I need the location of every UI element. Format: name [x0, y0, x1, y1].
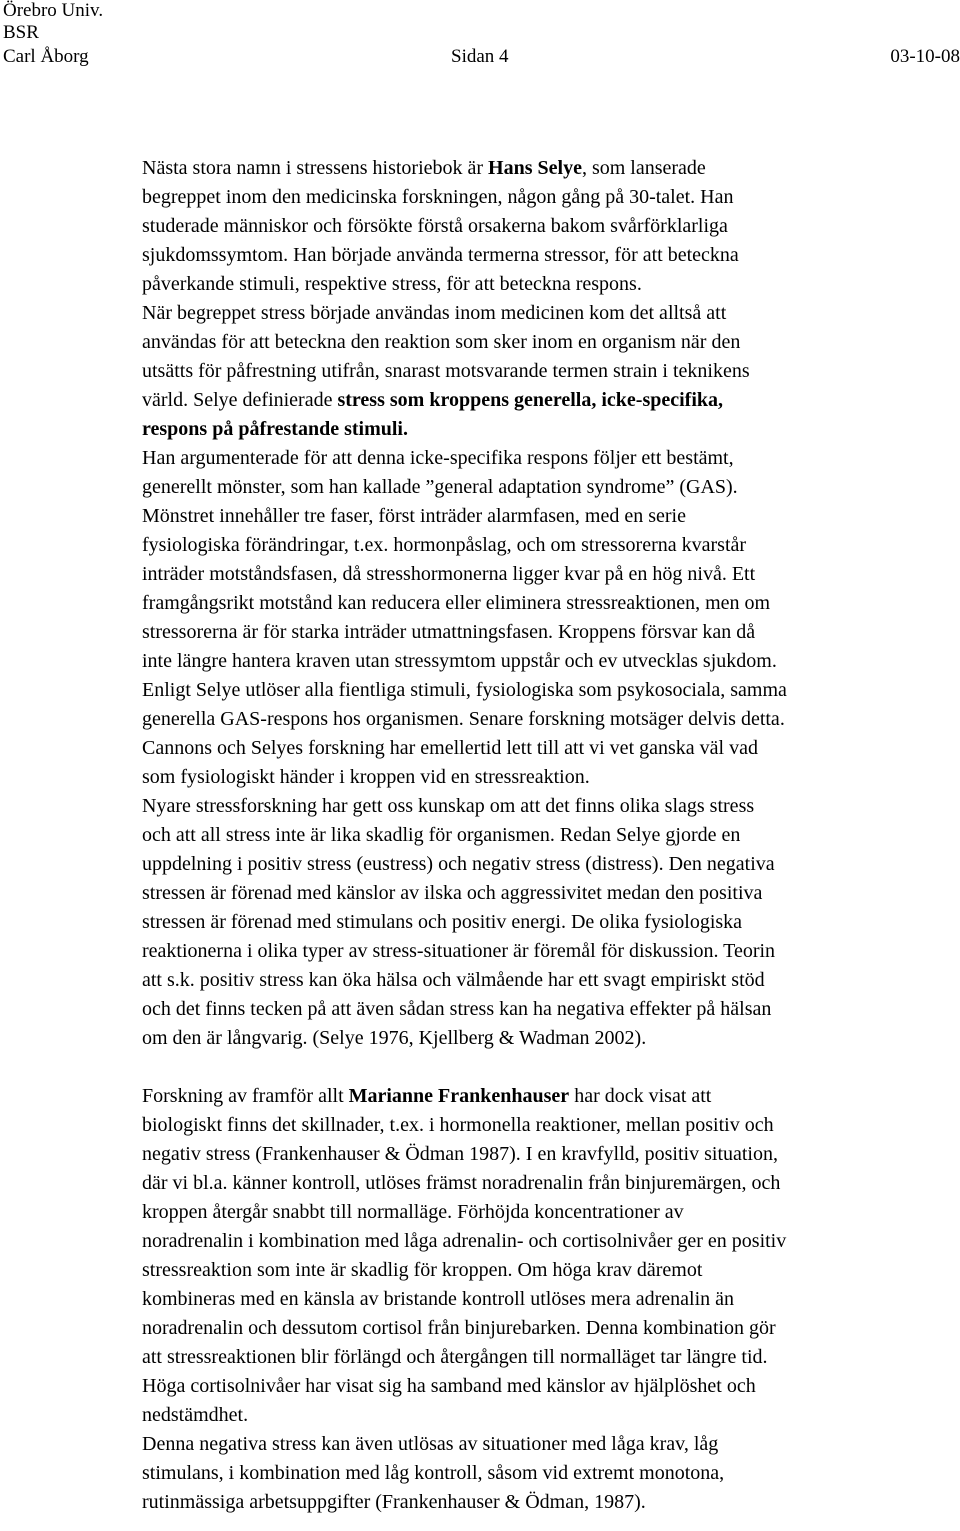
text-run: värld. Selye definierade	[142, 389, 338, 411]
text-line	[142, 444, 942, 473]
text-line	[142, 1314, 942, 1343]
text-line	[142, 647, 942, 676]
text-line	[142, 1401, 942, 1430]
text-line	[142, 879, 942, 908]
bold-text: respons på påfrestande stimuli.	[142, 418, 408, 440]
text-line	[142, 1111, 942, 1140]
text-run: där vi bl.a. känner kontroll, utlöses främst noradrenalin från binjuremärgen, och	[142, 1172, 781, 1194]
text-run: , som lanserade	[581, 157, 706, 179]
text-run: noradrenalin och dessutom cortisol från binjurebarken. Denna kombination gör	[142, 1317, 776, 1339]
institution-label: Örebro Univ.	[3, 0, 104, 21]
document-body	[142, 154, 942, 1517]
department-label: BSR	[3, 22, 39, 43]
text-line	[142, 1343, 942, 1372]
text-run: stressen är förenad med känslor av ilska och aggressivitet medan den positiva	[142, 882, 763, 904]
text-run: stressreaktion som inte är skadlig för kroppen. Om höga krav däremot	[142, 1259, 703, 1281]
paragraph-frankenhauser	[142, 1082, 942, 1517]
text-run: har dock visat att	[569, 1085, 712, 1107]
text-line	[142, 1285, 942, 1314]
text-line	[142, 937, 942, 966]
text-run: framgångsrikt motstånd kan reducera eller eliminera stressreaktionen, men om	[142, 592, 771, 614]
text-run: kombineras med en känsla av bristande kontroll utlöses mera adrenalin än	[142, 1288, 735, 1310]
text-run: Han argumenterade för att denna icke-specifika respons följer ett bestämt,	[142, 447, 734, 469]
text-line	[142, 183, 942, 212]
text-line	[142, 270, 942, 299]
text-run: påverkande stimuli, respektive stress, för att beteckna respons.	[142, 273, 642, 295]
text-line	[142, 1459, 942, 1488]
text-run: att stressreaktionen blir förlängd och återgången till normalläget tar längre tid.	[142, 1346, 768, 1368]
text-line	[142, 676, 942, 705]
text-run: noradrenalin i kombination med låga adrenalin- och cortisolnivåer ger en positiv	[142, 1230, 787, 1252]
text-run: kroppen återgår snabbt till normalläge. Förhöjda koncentrationer av	[142, 1201, 684, 1223]
bold-text: Hans Selye	[488, 157, 582, 179]
text-line	[142, 1372, 942, 1401]
text-run: studerade människor och försökte förstå orsakerna bakom svårförklarliga	[142, 215, 728, 237]
page-header	[0, 0, 960, 74]
text-line	[142, 241, 942, 270]
text-line	[142, 1024, 942, 1053]
text-run: att s.k. positiv stress kan öka hälsa och välmående har ett svagt empiriskt stöd	[142, 969, 765, 991]
text-line	[142, 850, 942, 879]
text-run: begreppet inom den medicinska forskningen, någon gång på 30-talet. Han	[142, 186, 734, 208]
text-line	[142, 618, 942, 647]
text-run: Denna negativa stress kan även utlösas av situationer med låga krav, låg	[142, 1433, 719, 1455]
paragraph-gap	[142, 1053, 942, 1082]
text-run: nedstämdhet.	[142, 1404, 249, 1426]
text-line	[142, 1488, 942, 1517]
header-meta-row	[0, 46, 960, 74]
text-run: om den är långvarig. (Selye 1976, Kjellberg & Wadman 2002).	[142, 1027, 647, 1049]
text-run: biologiskt finns det skillnader, t.ex. i hormonella reaktioner, mellan positiv och	[142, 1114, 774, 1136]
text-run: stimulans, i kombination med låg kontroll, såsom vid extremt monotona,	[142, 1462, 725, 1484]
text-run: När begreppet stress började användas inom medicinen kom det alltså att	[142, 302, 727, 324]
text-run: och det finns tecken på att även sådan stress kan ha negativa effekter på hälsan	[142, 998, 772, 1020]
text-line	[142, 1430, 942, 1459]
text-line	[142, 1140, 942, 1169]
text-run: som fysiologiskt händer i kroppen vid en stressreaktion.	[142, 766, 590, 788]
text-run: Nästa stora namn i stressens historiebok är	[142, 157, 489, 179]
text-line	[142, 328, 942, 357]
bold-text: stress som kroppens generella, icke-specifika,	[337, 389, 724, 411]
text-run: inte längre hantera kraven utan stressymtom uppstår och ev utvecklas sjukdom.	[142, 650, 777, 672]
text-run: Mönstret innehåller tre faser, först inträder alarmfasen, med en serie	[142, 505, 686, 527]
text-line	[142, 705, 942, 734]
text-line	[142, 995, 942, 1024]
text-line	[142, 1256, 942, 1285]
document-date: 03-10-08	[890, 46, 960, 67]
text-run: stressorerna är för starka inträder utmattningsfasen. Kroppens försvar kan då	[142, 621, 756, 643]
text-line	[142, 1082, 942, 1111]
text-run: Höga cortisolnivåer har visat sig ha samband med känslor av hjälplöshet och	[142, 1375, 756, 1397]
text-run: utsätts för påfrestning utifrån, snarast motsvarande termen strain i teknikens	[142, 360, 750, 382]
text-line	[142, 821, 942, 850]
text-run: användas för att beteckna den reaktion som sker inom en organism när den	[142, 331, 741, 353]
text-line	[142, 560, 942, 589]
text-line	[142, 763, 942, 792]
text-run: och att all stress inte är lika skadlig för organismen. Redan Selye gjorde en	[142, 824, 741, 846]
text-line	[142, 212, 942, 241]
text-run: Cannons och Selyes forskning har emellertid lett till att vi vet ganska väl vad	[142, 737, 758, 759]
text-line	[142, 734, 942, 763]
text-line	[142, 1169, 942, 1198]
text-run: Enligt Selye utlöser alla fientliga stimuli, fysiologiska som psykosociala, samma	[142, 679, 787, 701]
text-run: inträder motståndsfasen, då stresshormonerna ligger kvar på en hög nivå. Ett	[142, 563, 756, 585]
text-run: reaktionerna i olika typer av stress-situationer är föremål för diskussion. Teorin	[142, 940, 776, 962]
text-run: fysiologiska förändringar, t.ex. hormonpåslag, och om stressorerna kvarstår	[142, 534, 747, 556]
text-line	[142, 502, 942, 531]
text-line	[142, 1227, 942, 1256]
text-run: rutinmässiga arbetsuppgifter (Frankenhauser & Ödman, 1987).	[142, 1491, 646, 1513]
text-run: generellt mönster, som han kallade ”general adaptation syndrome” (GAS).	[142, 476, 738, 498]
paragraph-selye	[142, 154, 942, 1053]
text-line	[142, 1198, 942, 1227]
text-line	[142, 966, 942, 995]
text-run: sjukdomssymtom. Han började använda termerna stressor, för att beteckna	[142, 244, 739, 266]
text-run: Forskning av framför allt	[142, 1085, 349, 1107]
page-number: Sidan 4	[451, 46, 509, 67]
text-line	[142, 792, 942, 821]
text-line	[142, 415, 942, 444]
text-line	[142, 531, 942, 560]
text-line	[142, 299, 942, 328]
text-run: uppdelning i positiv stress (eustress) och negativ stress (distress). Den negativa	[142, 853, 775, 875]
text-line	[142, 357, 942, 386]
text-line	[142, 908, 942, 937]
text-line	[142, 386, 942, 415]
text-line	[142, 473, 942, 502]
text-line	[142, 154, 942, 183]
text-run: Nyare stressforskning har gett oss kunskap om att det finns olika slags stress	[142, 795, 755, 817]
text-run: generella GAS-respons hos organismen. Senare forskning motsäger delvis detta.	[142, 708, 785, 730]
text-run: negativ stress (Frankenhauser & Ödman 1987). I en kravfylld, positiv situation,	[142, 1143, 778, 1165]
author-label: Carl Åborg	[3, 46, 89, 67]
text-run: stressen är förenad med stimulans och positiv energi. De olika fysiologiska	[142, 911, 743, 933]
bold-text: Marianne Frankenhauser	[348, 1085, 570, 1107]
text-line	[142, 589, 942, 618]
